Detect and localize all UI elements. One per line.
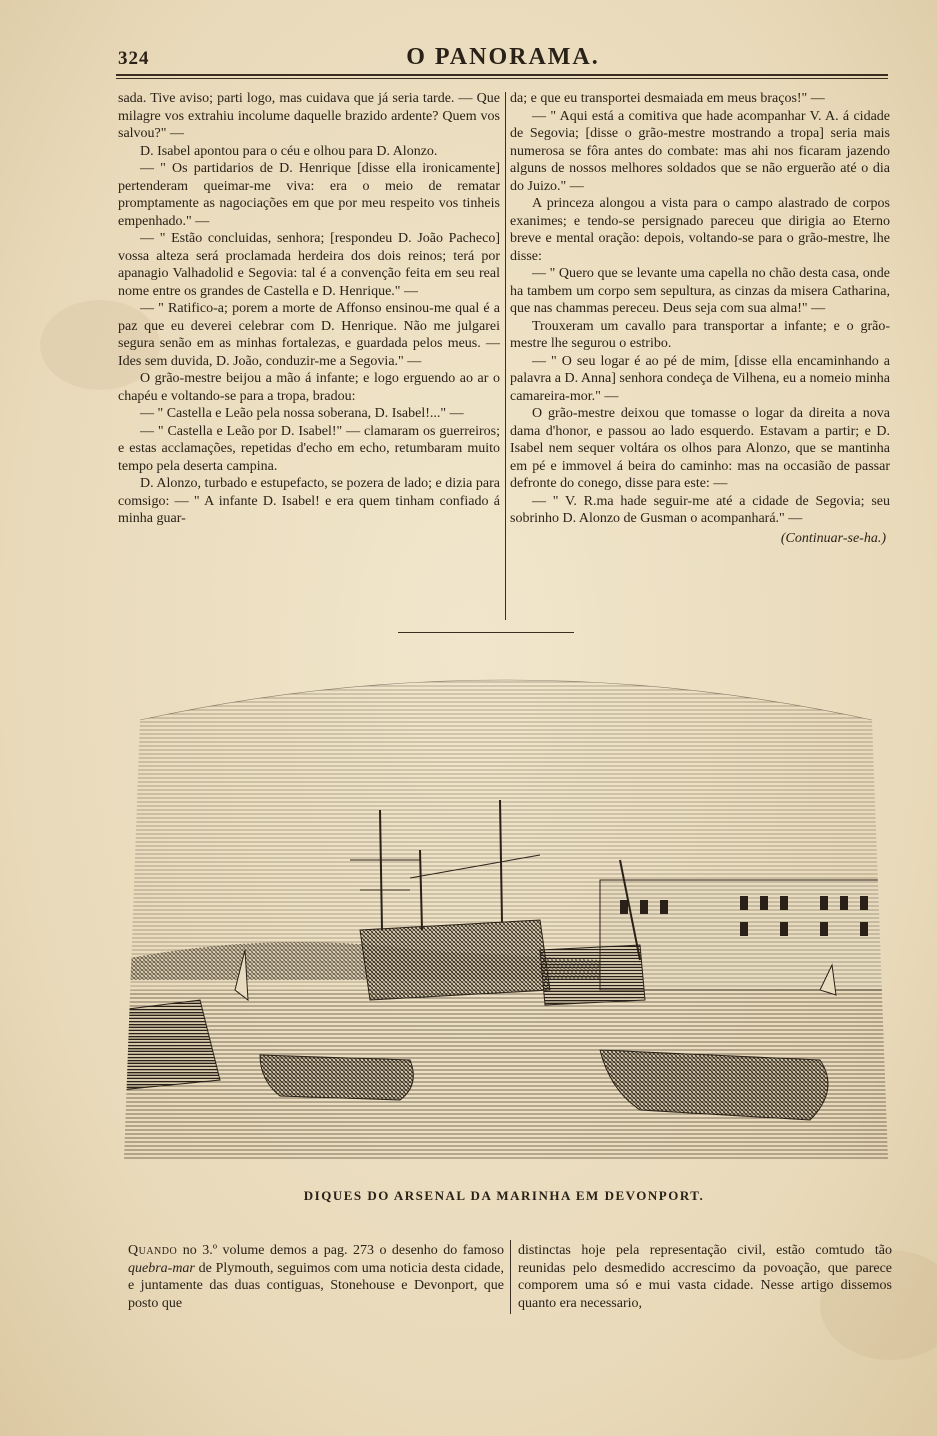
paragraph: — " O seu logar é ao pé de mim, [disse ella encaminhando a palavra a D. Anna] senhora condeça de Vilhena, eu a nomeio minha camareira-mor." — bbox=[510, 353, 890, 404]
column-divider bbox=[505, 92, 506, 620]
paragraph: D. Alonzo, turbado e estupefacto, se pozera de lado; e dizia para comsigo: — " A infante D. Isabel! e era quem tinham confiado á minha guar- bbox=[118, 476, 500, 526]
paragraph: — " Castella e Leão pela nossa soberana, D. Isabel!..." — bbox=[140, 406, 464, 421]
paragraph: Trouxeram um cavallo para transportar a infante; e o grão-mestre lhe segurou o estribo. bbox=[510, 318, 890, 351]
page-header bbox=[118, 44, 888, 76]
paragraph: A princeza alongou a vista para o campo alastrado de corpos exanimes; e tendo-se persignado pareceu que dirigia ao Eterno breve e mental oração: depois, voltando-se para o grão-mestre, lhe disse: bbox=[510, 196, 890, 264]
paragraph: sada. Tive aviso; parti logo, mas cuidava que já seria tarde. — Que milagre vos extrahiu incolume daquelle brazido ardente? Quem vos salvou?" — bbox=[118, 91, 500, 141]
header-rule bbox=[116, 74, 888, 76]
article-bottom-right bbox=[518, 1242, 892, 1312]
dockyard-engraving bbox=[120, 660, 892, 1168]
paragraph: — " Quero que se levante uma capella no chão desta casa, onde ha tambem um corpo sem sepultura, as cinzas da misera Catharina, que nas chammas pereceu. Deus seja com sua alma!" — bbox=[510, 266, 890, 316]
illustration-caption: DIQUES DO ARSENAL DA MARINHA EM DEVONPORT. bbox=[303, 1188, 705, 1203]
italic-term: quebra-mar bbox=[128, 1260, 195, 1276]
text-run: no 3.º volume demos a pag. 273 o desenho do famoso bbox=[177, 1243, 504, 1258]
paragraph: — " Aqui está a comitiva que hade acompanhar V. A. á cidade de Segovia; [disse o grão-mestre mostrando a tropa] seria mais numerosa se fôra antes do combate: mas ahi nos ficaram jazendo alguns de nossos melhores soldados que se não erguerão até o dia do Juizo." — bbox=[510, 108, 890, 194]
page-title: O PANORAMA. bbox=[406, 44, 600, 70]
page-number: 324 bbox=[118, 48, 150, 69]
paragraph: da; e que eu transportei desmaiada em meus braços!" — bbox=[510, 91, 825, 106]
paragraph: — " V. R.ma hade seguir-me até a cidade de Segovia; seu sobrinho D. Alonzo de Gusman o acompanhará." — bbox=[510, 493, 890, 526]
arsenal-buildings bbox=[600, 880, 890, 990]
paragraph: — " Castella e Leão por D. Isabel!" — clamaram os guerreiros; e estas acclamações, repetidas d'echo em echo, retumbaram muito tempo pela deserta campina. bbox=[118, 423, 500, 474]
paragraph: O grão-mestre beijou a mão á infante; e logo erguendo ao ar o chapéu e voltando-se para a tropa, bradou: bbox=[118, 371, 500, 404]
article-right-column bbox=[510, 90, 890, 547]
continuation-note: (Continuar-se-ha.) bbox=[780, 530, 886, 546]
opening-word: Quando bbox=[128, 1243, 178, 1258]
paragraph: — " Os partidarios de D. Henrique [disse ella ironicamente] pertenderam queimar-me viva: era o meio de rematar promptamente as nagociações em que por meu respeito vos tinheis empenhado." — bbox=[118, 161, 500, 229]
paragraph: distinctas hoje pela representação civil, estão comtudo tão reunidas pelo desmedido accrescimo da povoação, que parece comporem uma só e mui vasta cidade. Nesse artigo dissemos quanto era necessario, bbox=[518, 1243, 892, 1311]
column-divider bbox=[510, 1240, 511, 1314]
article-left-column bbox=[118, 90, 500, 528]
paragraph: D. Isabel apontou para o céu e olhou para D. Alonzo. bbox=[140, 143, 438, 159]
paragraph: O grão-mestre deixou que tomasse o logar da direita a nova dama d'honor, e passou ao lado esquerdo. Estavam a partir; e D. Isabel nem sequer voltára os olhos para Alonzo, que se mantinha em pé e immovel á beira do caminho: mas na occasião de passar defronte do conego, disse para este: — bbox=[510, 406, 890, 491]
paragraph: — " Estão concluidas, senhora; [respondeu D. João Pacheco] vossa alteza será proclamada herdeira dos dois reinos; terá por apanagio Valhadolid e Segovia: tal é a convenção feita em seu real nome entre os grandes de Castella e D. Henrique." — bbox=[118, 231, 500, 299]
rowing-boat-left bbox=[260, 1055, 413, 1100]
header-rule-thin bbox=[116, 78, 888, 79]
article-bottom-left bbox=[128, 1242, 504, 1312]
text-run: de Plymouth, seguimos com uma noticia desta cidade, e juntamente das duas contiguas, Stonehouse e Devonport, que posto que bbox=[128, 1260, 504, 1311]
paragraph: — " Ratifico-a; porem a morte de Affonso ensinou-me qual é a paz que eu deverei celebrar com D. Henrique. Não me julgarei segura senão em as minhas fortalezas, e guardada pelos meus. — Ides sem duvida, D. João, conduzir-me a Segovia." — bbox=[118, 301, 500, 369]
section-rule bbox=[398, 632, 574, 633]
paragraph bbox=[128, 1242, 504, 1312]
